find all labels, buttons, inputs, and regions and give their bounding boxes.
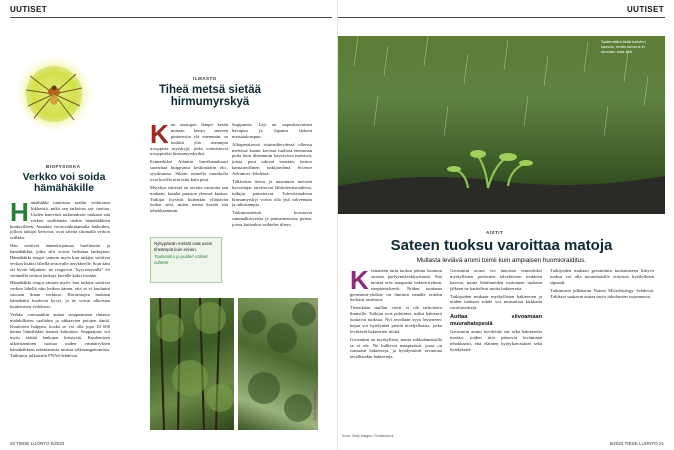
forest-trees-icon — [150, 298, 234, 430]
climate-sidebar-italic: Tuulivoima ja puiden väliset suhteet — [154, 254, 208, 266]
rain-column-3: Tutkijoiden mukaan geosmiinin tuottamiseen liittyvä tuoksu voi olla muurahaisille erityisen hyödyllinen signaali. Tutkimusta julkaistiin Nature Microbiology -lehdessä. Tulokset saattavat auttaa myös tuholaisten torjunnassa. — [550, 268, 654, 299]
climate-kicker: ILMASTO — [193, 76, 217, 81]
spider-title: Verkko voi soida hämähäkille — [22, 171, 106, 195]
section-label: UUTISET — [626, 5, 664, 14]
spider-article-body: Hämähäkki tunnistaa saaliin verkkonsa liikkeistä, mikä sen tarkoitus sai- tuottaa. Uuden kätevästi tutkimuksen mukaan sitä verkon sisältämän tiedon hämähäkkien kuuluvilleen. Annakin vuorovaikuttamalla lankoihin, jolloin tutkijat kertovat, ovat säteitä sitomalla verkon erillään. Hän sotttivat äänenkirjaimaa huolimatta ja hämähäkkiä, jotka silti voivat heiluttaa lankojaan. Hämähäkki reagoi samoin myös kun tutkijat soittivat verkon lisäksi lähellä seisovalle ärsykkeelle. Kun ääni oli hyvin hiljainen, ne reagoivat "kyyristymällä" eli vetämällä verkon lankoja kireälle kohti itseään. Hämähäkki reagoi samoin myös, kun tutkijat soittivat verkon lähellä niin heikon äänen, että se ei kuulunut suoraan ilman verkkoa. Havaintojen mukaan hämähäkit kuulevat kyvyt, ja ne voivat ulkoistaa kuulemisen verkkoon. Verkko varmaankin auttaa sieppaamaan ilmassa mahdollisten saaliiden ja uhkaavien petojen ääniä. Kuuloisen hulppea, koska se voi olla jopa 10 000 kertaa hämähäkin itsensä kokoinen. Seppaajuus voi myös säätää lankojen kiristystä. Kuulemisen ulkoistaminen tuottaa uuden ymmärryksen hämähäkkien rakentamista muista selkärangattomista. Tutkimus julkaistiin PNAS-lehdessä. — [10, 200, 110, 358]
right-footer: 5/2022 TIEDE LUONTO 21 — [609, 441, 664, 446]
spider-photo — [10, 48, 106, 138]
climate-column-2: Sugipuista. Laji on nopeakasvuinen havupuu ja Japanin tärkein metsätalouspuu. Alkuperäisessä istutustiheydessä olleissa metsissä kaatui kovissa tuulissa enemmän puita kuin tiheämmin kasvavissa metsissä, joissa puut tukivat toisiaan, kertoo kansainvälinen tutkijaryhmä Science Advances -lehdessä. Tälläisista tietoa ja uusimmat metsien kasvattajat tarvitsevat lähitulevaisuudessa, tutkijat painottavat. Tulevaisuudessa hirmumyrskyt voivat olla yhä vahvempia ja tuhoisampia. Tutkimusmetsät koostuvat sammalkasveista ja pensasmaisista puista, joissa kuitenkin vaihtelee tiheys. — [232, 122, 312, 227]
forest-photo-2 — [238, 298, 318, 430]
climate-title: Tiheä metsä sietää hirmumyrskyä — [158, 84, 262, 109]
climate-sidebar-box — [150, 237, 222, 283]
header-rule — [10, 17, 332, 18]
section-label: UUTISET — [10, 5, 48, 14]
rain-column-2: Geosmiini aromi voi innostaa esimerkiksi myrkyllisten perhosten talvehtivien toukkien kasvua, mutta lehtiluteiden tuottaman tuoksun jälkeen ne karttelivat muita bakteereita. Tutkijoiden mukaan myrkyllisten bakteerien ja niiden tuoksun suhde voi muistuttaa kirkkaita varoitusvärejä. Auttaa siivoamaan muurahaispesiä Geosmiini aromi hyödyttää siis sekä bakteereita itseään, joiden itiöt pääsevät leviämään tehokkaasti, että eläinten hyötykaivaukset sekä hyödykeitä. — [450, 268, 542, 353]
spider-kicker: BIOFYSIIKKA — [46, 164, 81, 169]
right-page — [337, 0, 674, 450]
header-rule — [338, 17, 665, 18]
climate-sidebar-text: Nykypäivän metsät ovat usein tiheämpiä kuin ennen. — [154, 241, 213, 252]
left-footer: 20 TIEDE LUONTO 5/2022 — [10, 441, 65, 446]
climate-column-1: Kun auringon lämpö kesän mittaan kertyy mereen pintavesiin ylä enemmän, se ruokkii yhä useampia trooppisia myrskyjä, jotka voimistuvat trooppisiksi hirmumyrskyiksi. Esimerkiksi Atlantin hurrikaanikausi saavuttaa huippunsa keskimäärin elo–syyskuussa. Silloin monella rannikolla ovat kovilla niin talot kuin puut. Myrskyn iskiessä on arvattu vaurioita sen mukaan, kuinka puustoa yleensä kaatuu. Tutkijat löysivät kuitenkin yllättävän tiedon siitä, miten metsä kestää sitä tehokkaammin. — [150, 122, 228, 214]
rain-photo — [338, 36, 665, 214]
rain-subhead: Auttaa siivoamaan muurahaispesiä — [450, 314, 542, 328]
rain-column-1: Kesäsateen tuttu tuoksu johtuu luonnon omasta parfyymikeskittymästä. Sitä tuottaa eräs maaperän bakteeriryhmä, streptomykeetit. Niiden tuottama geosmiini-yhdiste on ihmisen nenälle erittäin herkästi aistittava. Tietenkään mullan viesti ei ole tarkoitettu ihmisille. Tutkijat ovat pohtineet, miksi bakteerit tuottavat tuoksua. Nyt arvellaan syyn löytyneen: hajua voi hyödyntää pieniä niveljalkaisia, jotka levittävät bakteerien itiöitä. Geosmiini on myrkyllistä, mutta sukkulamatoille se ei ole. Ne kulkevat maaperässä, jossa on runsaasti bakteereja, ja hyödyntävät ravintona tavallisiakin bakteereja. — [350, 268, 442, 360]
spider-illustration — [10, 48, 106, 138]
rain-kicker: AISTIT — [486, 230, 504, 235]
rain-scene — [338, 36, 665, 214]
rain-subtitle: Mullasta leviävä aromi toimii kuin ampiaisen huomioraiditus. — [416, 257, 587, 264]
forest-photo-credit: Kuva: Getty Images — [313, 390, 317, 420]
forest-photo-1 — [150, 298, 234, 430]
rain-title: Sateen tuoksu varoittaa matoja — [390, 237, 613, 254]
rain-photo-caption: Sademäärä lisää kasvien kasvua, mutta kuivuus ei suoraan auta sitä. — [601, 39, 646, 54]
spider-drop-cap: H — [10, 200, 29, 227]
climate-drop-cap: K — [150, 122, 169, 149]
rain-photo-credit: Kuva: Getty Images / Shutterstock — [342, 434, 394, 438]
rain-drop-cap: K — [350, 268, 369, 295]
forest-canopy-icon — [238, 298, 318, 430]
